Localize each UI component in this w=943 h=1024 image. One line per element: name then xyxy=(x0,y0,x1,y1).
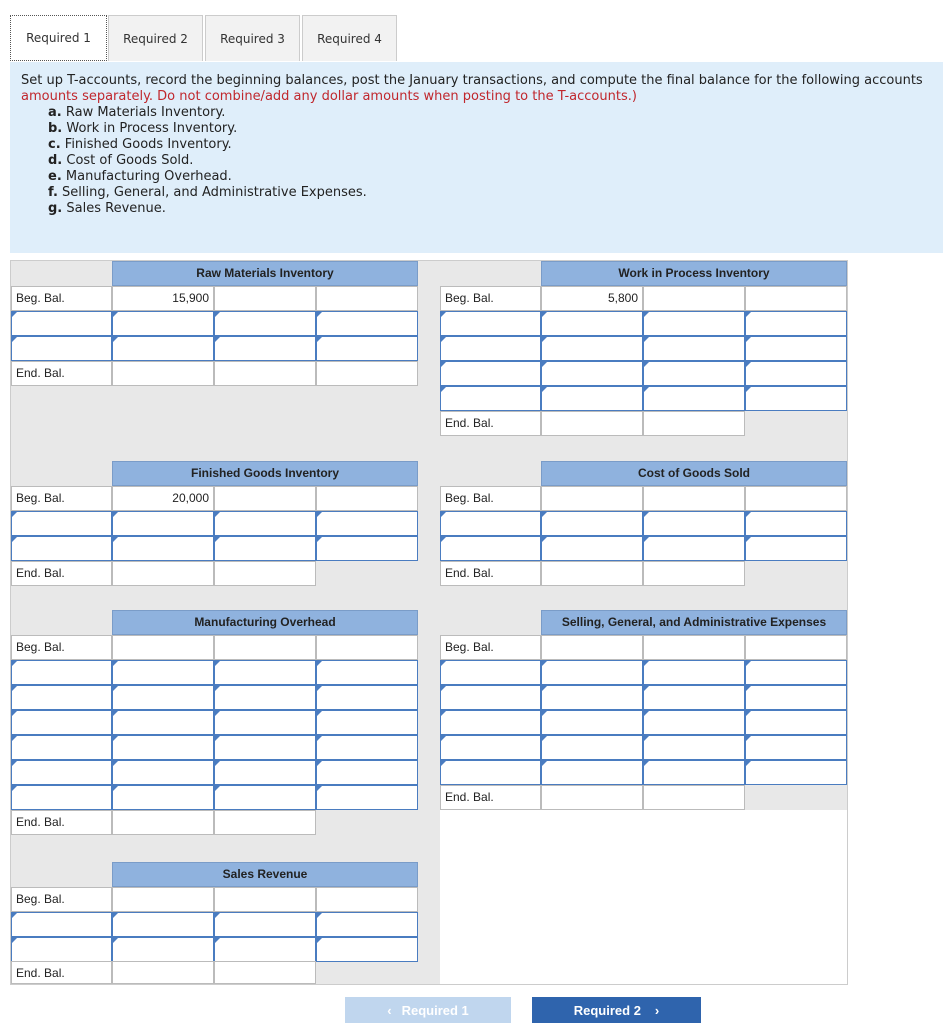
sga-entry-input[interactable] xyxy=(541,710,643,735)
next-required-button[interactable] xyxy=(532,997,701,1023)
sales-revenue-end-value[interactable] xyxy=(112,961,214,984)
sga-beg-blank xyxy=(643,635,745,660)
cogs-beg-label: Beg. Bal. xyxy=(440,486,541,511)
sga-end-value[interactable] xyxy=(643,785,745,810)
instruction-item: c. Finished Goods Inventory. xyxy=(48,137,232,152)
finished-goods-entry-input[interactable] xyxy=(11,511,112,536)
finished-goods-entry-input[interactable] xyxy=(112,511,214,536)
cogs-end-value[interactable] xyxy=(643,561,745,586)
overhead-entry-input[interactable] xyxy=(316,735,418,760)
raw-materials-beg-label: Beg. Bal. xyxy=(11,286,112,311)
overhead-entry-input[interactable] xyxy=(112,760,214,785)
sales-revenue-entry-input[interactable] xyxy=(112,912,214,937)
sga-entry-input[interactable] xyxy=(541,685,643,710)
wip-end-value[interactable] xyxy=(643,411,745,436)
sales-revenue-beg-value xyxy=(112,887,214,912)
raw-materials-header: Raw Materials Inventory xyxy=(112,261,418,286)
wip-entry-input[interactable] xyxy=(440,336,541,361)
sga-entry-input[interactable] xyxy=(745,685,847,710)
overhead-entry-input[interactable] xyxy=(214,660,316,685)
sales-revenue-entry-input[interactable] xyxy=(11,937,112,962)
wip-entry-input[interactable] xyxy=(745,361,847,386)
wip-end-label: End. Bal. xyxy=(440,411,541,436)
overhead-entry-input[interactable] xyxy=(112,685,214,710)
cogs-entry-input[interactable] xyxy=(643,536,745,561)
cogs-entry-input[interactable] xyxy=(541,511,643,536)
overhead-entry-input[interactable] xyxy=(112,735,214,760)
raw-materials-beg-blank xyxy=(214,286,316,311)
prev-required-button[interactable] xyxy=(345,997,511,1023)
tab-required-2[interactable]: Required 2 xyxy=(108,15,203,61)
overhead-beg-label: Beg. Bal. xyxy=(11,635,112,660)
tab-required-4[interactable]: Required 4 xyxy=(302,15,397,61)
sga-entry-input[interactable] xyxy=(745,735,847,760)
instructions-panel xyxy=(10,62,943,253)
overhead-entry-input[interactable] xyxy=(316,760,418,785)
wip-entry-input[interactable] xyxy=(541,386,643,411)
sga-entry-input[interactable] xyxy=(643,660,745,685)
overhead-entry-input[interactable] xyxy=(11,760,112,785)
overhead-entry-input[interactable] xyxy=(112,785,214,810)
finished-goods-header: Finished Goods Inventory xyxy=(112,461,418,486)
raw-materials-entry-input[interactable] xyxy=(11,336,112,361)
sales-revenue-beg-label: Beg. Bal. xyxy=(11,887,112,912)
tab-required-3[interactable]: Required 3 xyxy=(205,15,300,61)
prev-button-label: Required 1 xyxy=(401,1002,469,1018)
overhead-entry-input[interactable] xyxy=(11,785,112,810)
cogs-beg-blank xyxy=(643,486,745,511)
finished-goods-entry-input[interactable] xyxy=(214,536,316,561)
finished-goods-entry-input[interactable] xyxy=(316,536,418,561)
overhead-entry-input[interactable] xyxy=(11,735,112,760)
overhead-entry-input[interactable] xyxy=(316,685,418,710)
overhead-end-value[interactable] xyxy=(214,810,316,835)
wip-entry-input[interactable] xyxy=(541,361,643,386)
finished-goods-entry-input[interactable] xyxy=(11,536,112,561)
finished-goods-beg-blank xyxy=(214,486,316,511)
cogs-beg-blank xyxy=(745,486,847,511)
sga-end-value[interactable] xyxy=(541,785,643,810)
sga-beg-label: Beg. Bal. xyxy=(440,635,541,660)
wip-entry-input[interactable] xyxy=(643,336,745,361)
raw-materials-end-value[interactable] xyxy=(112,361,214,386)
raw-materials-end-label: End. Bal. xyxy=(11,361,112,386)
instruction-item: b. Work in Process Inventory. xyxy=(48,121,238,136)
empty-area xyxy=(440,810,847,984)
sales-revenue-header: Sales Revenue xyxy=(112,862,418,887)
overhead-entry-input[interactable] xyxy=(214,685,316,710)
sales-revenue-end-value[interactable] xyxy=(214,961,316,984)
raw-materials-beg-value: 15,900 xyxy=(112,286,214,311)
instructions-main-text: Set up T-accounts, record the beginning balances, post the January transactions, and compute the final balance for the following accounts xyxy=(21,73,923,88)
sales-revenue-entry-input[interactable] xyxy=(214,912,316,937)
wip-beg-blank xyxy=(745,286,847,311)
wip-end-value[interactable] xyxy=(541,411,643,436)
instruction-item: g. Sales Revenue. xyxy=(48,201,166,216)
t-accounts-grid xyxy=(10,260,848,985)
overhead-end-label: End. Bal. xyxy=(11,810,112,835)
sales-revenue-beg-blank xyxy=(214,887,316,912)
raw-materials-end-value[interactable] xyxy=(214,361,316,386)
overhead-entry-input[interactable] xyxy=(316,660,418,685)
wip-beg-value: 5,800 xyxy=(541,286,643,311)
sga-beg-value xyxy=(541,635,643,660)
instruction-item: d. Cost of Goods Sold. xyxy=(48,153,194,168)
chevron-left-icon: ‹ xyxy=(387,1002,392,1018)
raw-materials-entry-input[interactable] xyxy=(316,311,418,336)
cogs-entry-input[interactable] xyxy=(440,511,541,536)
sga-entry-input[interactable] xyxy=(541,735,643,760)
sga-entry-input[interactable] xyxy=(541,660,643,685)
sga-entry-input[interactable] xyxy=(643,735,745,760)
overhead-entry-input[interactable] xyxy=(214,760,316,785)
sga-beg-blank xyxy=(745,635,847,660)
sales-revenue-beg-blank xyxy=(316,887,418,912)
overhead-entry-input[interactable] xyxy=(11,710,112,735)
wip-beg-label: Beg. Bal. xyxy=(440,286,541,311)
wip-entry-input[interactable] xyxy=(643,386,745,411)
wip-entry-input[interactable] xyxy=(643,311,745,336)
overhead-entry-input[interactable] xyxy=(316,710,418,735)
wip-entry-input[interactable] xyxy=(440,361,541,386)
sga-end-label: End. Bal. xyxy=(440,785,541,810)
overhead-beg-blank xyxy=(214,635,316,660)
finished-goods-beg-blank xyxy=(316,486,418,511)
raw-materials-entry-input[interactable] xyxy=(214,336,316,361)
cogs-entry-input[interactable] xyxy=(541,536,643,561)
instruction-item: a. Raw Materials Inventory. xyxy=(48,105,226,120)
sga-entry-input[interactable] xyxy=(643,710,745,735)
overhead-beg-value xyxy=(112,635,214,660)
sga-entry-input[interactable] xyxy=(440,685,541,710)
next-button-label: Required 2 xyxy=(573,1002,641,1018)
raw-materials-entry-input[interactable] xyxy=(112,311,214,336)
raw-materials-entry-input[interactable] xyxy=(11,311,112,336)
wip-beg-blank xyxy=(643,286,745,311)
sga-entry-input[interactable] xyxy=(440,760,541,785)
instruction-item: f. Selling, General, and Administrative Expenses. xyxy=(48,185,367,200)
sga-entry-input[interactable] xyxy=(440,660,541,685)
raw-materials-entry-input[interactable] xyxy=(112,336,214,361)
wip-entry-input[interactable] xyxy=(440,386,541,411)
cogs-entry-input[interactable] xyxy=(745,511,847,536)
wip-entry-input[interactable] xyxy=(440,311,541,336)
cogs-entry-input[interactable] xyxy=(745,536,847,561)
overhead-entry-input[interactable] xyxy=(112,660,214,685)
wip-entry-input[interactable] xyxy=(643,361,745,386)
tab-required-1[interactable]: Required 1 xyxy=(10,15,107,61)
finished-goods-end-value[interactable] xyxy=(214,561,316,586)
wip-entry-input[interactable] xyxy=(745,336,847,361)
sga-entry-input[interactable] xyxy=(440,735,541,760)
overhead-entry-input[interactable] xyxy=(214,710,316,735)
finished-goods-end-value[interactable] xyxy=(112,561,214,586)
overhead-entry-input[interactable] xyxy=(316,785,418,810)
finished-goods-entry-input[interactable] xyxy=(112,536,214,561)
finished-goods-entry-input[interactable] xyxy=(316,511,418,536)
finished-goods-beg-value: 20,000 xyxy=(112,486,214,511)
overhead-beg-blank xyxy=(316,635,418,660)
sga-entry-input[interactable] xyxy=(541,760,643,785)
wip-header: Work in Process Inventory xyxy=(541,261,847,286)
raw-materials-entry-input[interactable] xyxy=(316,336,418,361)
sales-revenue-entry-input[interactable] xyxy=(112,937,214,962)
wip-entry-input[interactable] xyxy=(541,311,643,336)
overhead-entry-input[interactable] xyxy=(112,710,214,735)
sales-revenue-end-label: End. Bal. xyxy=(11,961,112,984)
cogs-end-label: End. Bal. xyxy=(440,561,541,586)
wip-entry-input[interactable] xyxy=(541,336,643,361)
sga-entry-input[interactable] xyxy=(745,760,847,785)
sga-entry-input[interactable] xyxy=(745,660,847,685)
sales-revenue-entry-input[interactable] xyxy=(11,912,112,937)
sga-entry-input[interactable] xyxy=(745,710,847,735)
finished-goods-end-label: End. Bal. xyxy=(11,561,112,586)
sales-revenue-entry-input[interactable] xyxy=(214,937,316,962)
wip-entry-input[interactable] xyxy=(745,386,847,411)
sga-header: Selling, General, and Administrative Expenses xyxy=(541,610,847,635)
overhead-entry-input[interactable] xyxy=(214,785,316,810)
sales-revenue-entry-input[interactable] xyxy=(316,912,418,937)
cogs-end-value[interactable] xyxy=(541,561,643,586)
raw-materials-beg-blank xyxy=(316,286,418,311)
sales-revenue-entry-input[interactable] xyxy=(316,937,418,962)
cogs-entry-input[interactable] xyxy=(643,511,745,536)
sga-entry-input[interactable] xyxy=(440,710,541,735)
sga-entry-input[interactable] xyxy=(643,760,745,785)
finished-goods-entry-input[interactable] xyxy=(214,511,316,536)
overhead-entry-input[interactable] xyxy=(11,660,112,685)
overhead-entry-input[interactable] xyxy=(214,735,316,760)
finished-goods-beg-label: Beg. Bal. xyxy=(11,486,112,511)
sga-entry-input[interactable] xyxy=(643,685,745,710)
cogs-header: Cost of Goods Sold xyxy=(541,461,847,486)
overhead-header: Manufacturing Overhead xyxy=(112,610,418,635)
chevron-right-icon: › xyxy=(654,1002,660,1018)
instructions-red-text: amounts separately. Do not combine/add any dollar amounts when posting to the T-accounts.) xyxy=(21,89,637,104)
raw-materials-end-blank xyxy=(316,361,418,386)
instruction-item: e. Manufacturing Overhead. xyxy=(48,169,232,184)
overhead-end-value[interactable] xyxy=(112,810,214,835)
wip-entry-input[interactable] xyxy=(745,311,847,336)
cogs-beg-value xyxy=(541,486,643,511)
raw-materials-entry-input[interactable] xyxy=(214,311,316,336)
overhead-entry-input[interactable] xyxy=(11,685,112,710)
cogs-entry-input[interactable] xyxy=(440,536,541,561)
